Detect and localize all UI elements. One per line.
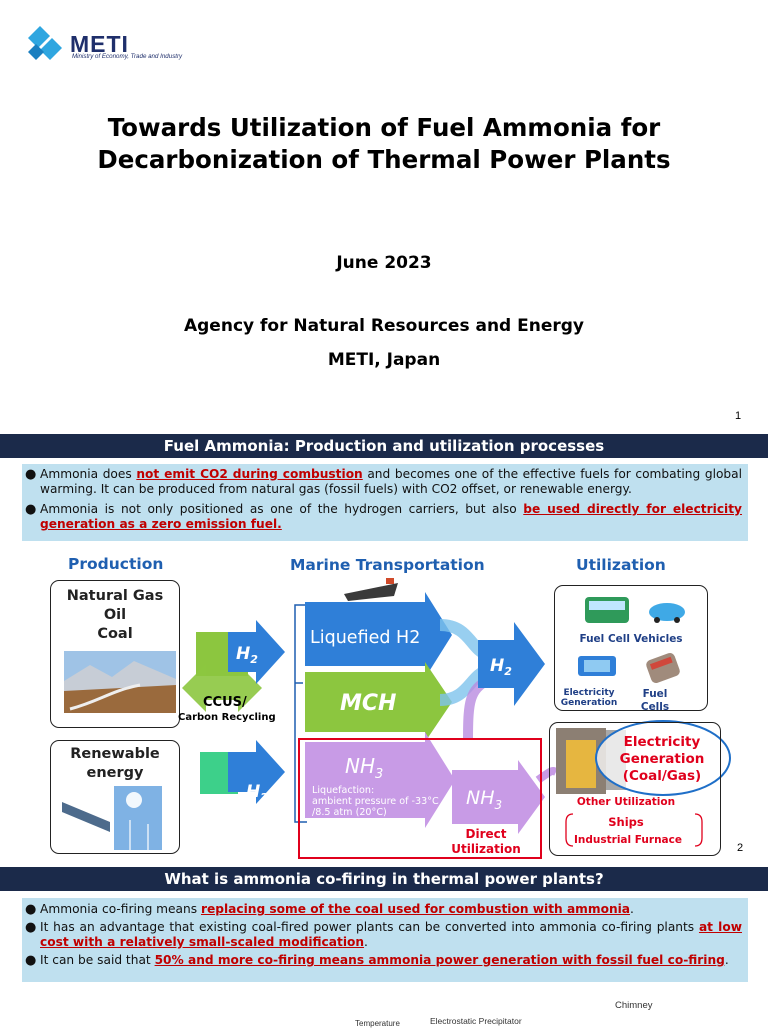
renewable-line-2: energy: [86, 765, 144, 781]
organization: METI, Japan: [327, 350, 441, 370]
section-production: Production: [68, 555, 164, 573]
logo-text: METI: [70, 31, 129, 57]
temperature-label: Temperature: [355, 1019, 400, 1028]
meti-logo-icon: [24, 24, 66, 66]
liquefaction-note: Liquefaction: ambient pressure of -33°C /8.5 atm (20°C): [312, 785, 439, 818]
fuel-cells-label: Fuel Cells: [640, 688, 670, 713]
fossil-oil: Oil: [103, 607, 127, 623]
mch-label: MCH: [340, 691, 397, 716]
date: June 2023: [336, 253, 432, 273]
logo-subtitle: Ministry of Economy, Trade and Industry: [72, 53, 183, 60]
h2-label-converge: $H_2$: [490, 656, 512, 678]
page-number-1: 1: [735, 410, 742, 422]
page-number-2: 2: [737, 842, 744, 854]
slide3-header: What is ammonia co-firing in thermal power plants?: [0, 867, 768, 891]
section-utilization: Utilization: [576, 556, 666, 574]
slide3-bullets: [22, 898, 748, 982]
bullet-dot-icon: ●: [25, 953, 37, 968]
slide3-bullet-3: ● It can be said that 50% and more co-firing means ammonia power generation with fossil fuel co-firing.: [25, 953, 729, 968]
slide2-header: Fuel Ammonia: Production and utilization processes: [0, 434, 768, 458]
h2-converge-arrow: [478, 622, 545, 706]
bullet-dot-icon: ●: [25, 502, 37, 517]
ships-label: Ships: [608, 815, 644, 829]
slide3-bullet-1: ● Ammonia co-firing means replacing some of the coal used for combustion with ammonia.: [25, 902, 634, 917]
tanker-ship-icon: [344, 578, 398, 601]
title-line-1: Towards Utilization of Fuel Ammonia for: [107, 113, 661, 142]
electrostatic-precipitator-label: Electrostatic Precipitator: [430, 1016, 522, 1026]
solar-photo: [62, 786, 162, 850]
slide2-bullet-2: ● Ammonia is not only positioned as one of the hydrogen carriers, but also be used directly for electricity generation as a zero emission fuel.: [25, 502, 742, 531]
h2-label-renewable: $H_2$: [246, 782, 268, 804]
carbon-recycling-label: Carbon Recycling: [178, 712, 276, 723]
slide3-bullet-2: ● It has an advantage that existing coal-fired power plants can be converted into ammonia co-firing plants at low cost with a relatively small-scaled modification.: [25, 920, 742, 949]
bullet-dot-icon: ●: [25, 902, 37, 917]
bullet-dot-icon: ●: [25, 467, 37, 482]
nh3-label: $NH_3$: [345, 754, 384, 782]
electricity-generation-coal-gas-label: Electricity Generation (Coal/Gas): [619, 734, 705, 784]
industrial-furnace-label: Industrial Furnace: [574, 834, 682, 846]
ccus-label: CCUS/: [203, 695, 247, 710]
electricity-generation-small-label: Electricity Generation: [560, 688, 618, 708]
chimney-label: Chimney: [615, 1000, 653, 1011]
direct-utilization-label: Direct Utilization: [451, 827, 521, 856]
section-marine-transportation: Marine Transportation: [290, 556, 485, 574]
fossil-natural-gas: Natural Gas: [66, 588, 164, 604]
slide2-bullet-1: ● Ammonia does not emit CO2 during combustion and becomes one of the effective fuels for combating global warming. It can be produced from natural gas (fossil fuels) with CO2 offset, or renewable energy.: [25, 467, 743, 496]
agency: Agency for Natural Resources and Energy: [183, 316, 585, 336]
nh3-direct-label: $NH_3$: [466, 787, 503, 812]
fossil-coal: Coal: [97, 626, 133, 642]
other-utilization-label: Other Utilization: [576, 796, 676, 808]
bullet-dot-icon: ●: [25, 920, 37, 935]
pipeline-photo: [64, 651, 176, 713]
slide2-bullets: [22, 464, 748, 541]
renewable-line-1: Renewable: [70, 746, 160, 762]
fuel-cell-vehicles-label: Fuel Cell Vehicles: [579, 633, 683, 645]
h2-label-fossil: $H_2$: [236, 644, 258, 666]
liquefied-h2-label: Liquefied H2: [310, 628, 421, 648]
title-line-2: Decarbonization of Thermal Power Plants: [97, 145, 671, 174]
